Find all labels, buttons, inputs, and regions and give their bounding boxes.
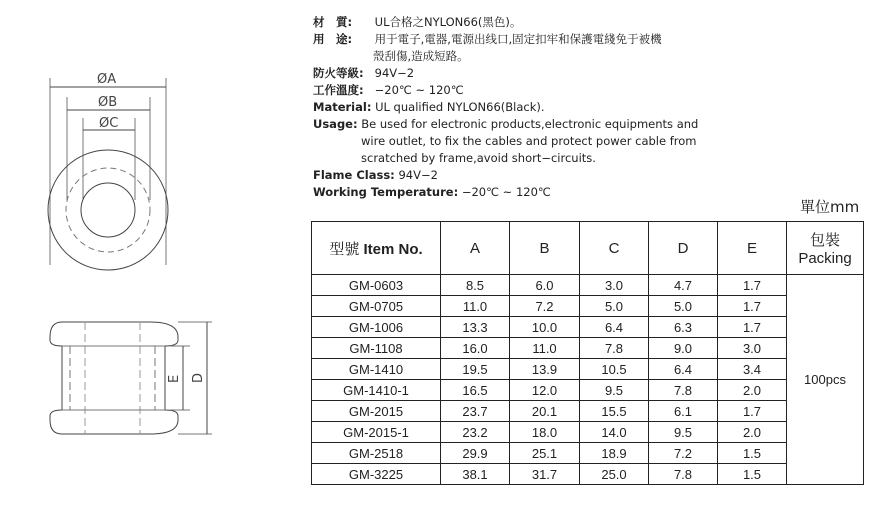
material-en-label: Material: <box>313 100 372 114</box>
value-cell: 7.2 <box>510 296 580 317</box>
value-cell: 6.1 <box>649 401 718 422</box>
header-packing-cn: 包裝 <box>809 232 840 249</box>
header-d: D <box>649 222 718 275</box>
value-cell: 11.0 <box>441 296 510 317</box>
value-cell: 18.0 <box>510 422 580 443</box>
table-row <box>312 443 864 464</box>
material-cn-row <box>313 14 698 31</box>
spec-table <box>311 221 864 485</box>
item-no-cell: GM-0705 <box>312 296 441 317</box>
value-cell: 2.0 <box>718 380 787 401</box>
material-en-row <box>313 99 698 116</box>
item-no-cell: GM-1006 <box>312 317 441 338</box>
table-row <box>312 359 864 380</box>
item-no-cell: GM-2015 <box>312 401 441 422</box>
usage-en-row <box>313 116 698 133</box>
temp-cn-label: 工作溫度: <box>313 83 364 97</box>
temp-cn-row <box>313 82 698 99</box>
table-row <box>312 380 864 401</box>
flame-en-row <box>313 167 698 184</box>
table-row <box>312 422 864 443</box>
value-cell: 18.9 <box>580 443 649 464</box>
specifications <box>313 14 698 201</box>
item-no-cell: GM-2518 <box>312 443 441 464</box>
value-cell: 31.7 <box>510 464 580 485</box>
value-cell: 1.7 <box>718 275 787 296</box>
header-item-no <box>312 222 441 275</box>
header-b: B <box>510 222 580 275</box>
header-model-cn: 型號 <box>329 240 360 258</box>
material-en-value: UL qualified NYLON66(Black). <box>375 100 545 114</box>
value-cell: 9.5 <box>580 380 649 401</box>
table-row <box>312 338 864 359</box>
table-row <box>312 317 864 338</box>
value-cell: 1.5 <box>718 443 787 464</box>
value-cell: 3.0 <box>718 338 787 359</box>
value-cell: 8.5 <box>441 275 510 296</box>
header-a: A <box>441 222 510 275</box>
value-cell: 3.0 <box>580 275 649 296</box>
dim-label-a: ØA <box>97 72 117 87</box>
header-packing-en: Packing <box>798 250 852 267</box>
usage-en-value-2: wire outlet, to fix the cables and protect power cable from <box>361 134 697 148</box>
value-cell: 7.8 <box>649 380 718 401</box>
value-cell: 23.2 <box>441 422 510 443</box>
fire-cn-row <box>313 65 698 82</box>
usage-cn-value-2: 殼刮傷,造成短路。 <box>373 49 469 63</box>
value-cell: 1.7 <box>718 296 787 317</box>
header-model-en: Item No. <box>363 240 423 258</box>
value-cell: 9.5 <box>649 422 718 443</box>
table-row <box>312 401 864 422</box>
fire-cn-label: 防火等級: <box>313 66 364 80</box>
value-cell: 5.0 <box>649 296 718 317</box>
value-cell: 23.7 <box>441 401 510 422</box>
value-cell: 7.2 <box>649 443 718 464</box>
value-cell: 15.5 <box>580 401 649 422</box>
header-packing <box>787 222 864 275</box>
value-cell: 1.5 <box>718 464 787 485</box>
usage-cn-label: 用 途: <box>313 32 353 46</box>
flame-en-label: Flame Class: <box>313 168 395 182</box>
value-cell: 10.0 <box>510 317 580 338</box>
dim-label-b: ØB <box>98 95 118 110</box>
item-no-cell: GM-1108 <box>312 338 441 359</box>
usage-en-label: Usage: <box>313 117 358 131</box>
packing-cell: 100pcs <box>787 275 864 485</box>
grommet-drawings <box>0 0 300 509</box>
header-c: C <box>580 222 649 275</box>
value-cell: 29.9 <box>441 443 510 464</box>
header-e: E <box>718 222 787 275</box>
table-row <box>312 296 864 317</box>
item-no-cell: GM-0603 <box>312 275 441 296</box>
value-cell: 6.4 <box>580 317 649 338</box>
value-cell: 13.3 <box>441 317 510 338</box>
temp-cn-value: −20℃ ~ 120℃ <box>374 83 464 97</box>
material-cn-label: 材 質: <box>313 15 353 29</box>
value-cell: 1.7 <box>718 401 787 422</box>
value-cell: 20.1 <box>510 401 580 422</box>
value-cell: 6.4 <box>649 359 718 380</box>
temp-en-row <box>313 184 698 201</box>
material-cn-value: UL合格之NYLON66(黑色)。 <box>374 15 522 29</box>
value-cell: 14.0 <box>580 422 649 443</box>
dim-label-e: E <box>167 374 182 383</box>
temp-en-value: −20℃ ~ 120℃ <box>461 185 551 199</box>
value-cell: 10.5 <box>580 359 649 380</box>
temp-en-label: Working Temperature: <box>313 185 459 199</box>
item-no-cell: GM-1410-1 <box>312 380 441 401</box>
value-cell: 5.0 <box>580 296 649 317</box>
usage-cn-value-1: 用于電子,電器,電源出线口,固定扣牢和保護電綫免于被機 <box>374 32 662 46</box>
value-cell: 7.8 <box>580 338 649 359</box>
value-cell: 19.5 <box>441 359 510 380</box>
value-cell: 11.0 <box>510 338 580 359</box>
value-cell: 9.0 <box>649 338 718 359</box>
value-cell: 16.5 <box>441 380 510 401</box>
value-cell: 38.1 <box>441 464 510 485</box>
table-row <box>312 275 864 296</box>
usage-en-value-3: scratched by frame,avoid short−circuits. <box>361 151 596 165</box>
value-cell: 25.1 <box>510 443 580 464</box>
value-cell: 7.8 <box>649 464 718 485</box>
dim-label-c: ØC <box>99 116 119 131</box>
value-cell: 1.7 <box>718 317 787 338</box>
flame-en-value: 94V−2 <box>398 168 438 182</box>
value-cell: 16.0 <box>441 338 510 359</box>
fire-cn-value: 94V−2 <box>374 66 415 80</box>
table-row <box>312 464 864 485</box>
value-cell: 4.7 <box>649 275 718 296</box>
usage-cn-row <box>313 31 698 48</box>
value-cell: 3.4 <box>718 359 787 380</box>
item-no-cell: GM-3225 <box>312 464 441 485</box>
dim-label-d: D <box>191 372 206 383</box>
unit-label: 單位mm <box>800 198 860 216</box>
item-no-cell: GM-1410 <box>312 359 441 380</box>
table-header-row <box>312 222 864 275</box>
usage-en-value-1: Be used for electronic products,electronic equipments and <box>361 117 699 131</box>
item-no-cell: GM-2015-1 <box>312 422 441 443</box>
value-cell: 6.3 <box>649 317 718 338</box>
value-cell: 25.0 <box>580 464 649 485</box>
value-cell: 12.0 <box>510 380 580 401</box>
value-cell: 2.0 <box>718 422 787 443</box>
value-cell: 6.0 <box>510 275 580 296</box>
value-cell: 13.9 <box>510 359 580 380</box>
